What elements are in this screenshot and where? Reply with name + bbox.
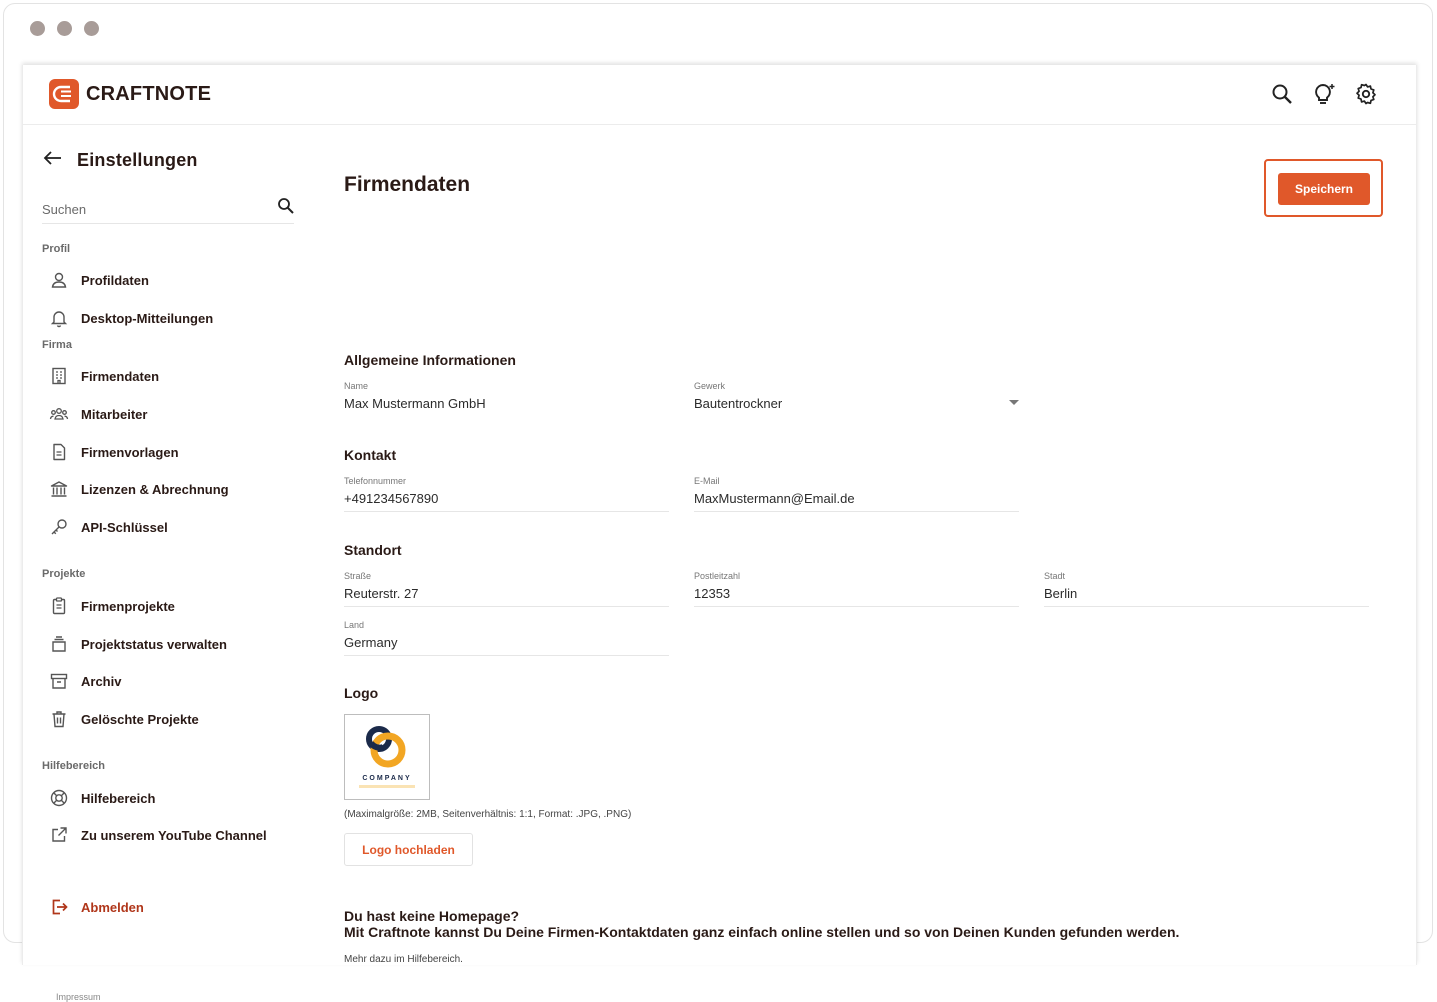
section-label-profil: Profil [42, 243, 71, 255]
search-icon[interactable] [276, 196, 296, 216]
lifebuoy-icon [49, 788, 69, 808]
sidebar-item-label: Profildaten [81, 272, 149, 288]
field-label: Land [344, 620, 365, 630]
upload-logo-button[interactable]: Logo hochladen [344, 833, 473, 866]
sidebar-item-firmenprojekte[interactable] [49, 593, 175, 619]
sidebar-item-geloeschte-projekte[interactable] [49, 706, 199, 732]
search-input[interactable] [42, 200, 262, 217]
sidebar-item-label: Firmenvorlagen [81, 444, 179, 460]
clipboard-icon [49, 596, 69, 616]
top-icons [1270, 82, 1378, 106]
team-icon [49, 404, 69, 424]
caret-down-icon[interactable] [1009, 400, 1019, 405]
trash-icon [49, 709, 69, 729]
field-label: Name [344, 381, 369, 391]
logo-hint: (Maximalgröße: 2MB, Seitenverhältnis: 1:1, Format: .JPG, .PNG) [344, 809, 632, 820]
sidebar-item-api-schluessel[interactable] [49, 514, 168, 540]
imprint-link[interactable]: Impressum [56, 992, 101, 1002]
section-title-contact: Kontakt [344, 447, 397, 463]
sidebar-item-lizenzen[interactable] [49, 476, 229, 502]
city-field[interactable] [1044, 571, 1369, 607]
sidebar-item-mitarbeiter[interactable] [49, 401, 147, 427]
window-controls [30, 21, 99, 36]
field-value: Germany [344, 635, 398, 650]
search-icon[interactable] [1270, 82, 1294, 106]
sidebar-item-label: Archiv [81, 673, 122, 689]
field-value: Reuterstr. 27 [344, 586, 419, 601]
logout-button[interactable] [49, 894, 144, 920]
field-value: MaxMustermann@Email.de [694, 491, 855, 506]
zip-field[interactable] [694, 571, 1019, 607]
settings-sidebar [23, 126, 313, 1002]
page-title: Firmendaten [344, 173, 471, 196]
field-value: +491234567890 [344, 491, 439, 506]
sidebar-item-label: Mitarbeiter [81, 406, 148, 422]
section-label-projekte: Projekte [42, 568, 86, 580]
field-value: Bautentrockner [694, 396, 783, 411]
bank-icon [49, 479, 69, 499]
field-value: Berlin [1044, 586, 1078, 601]
arrow-left-icon[interactable] [43, 151, 63, 170]
sidebar-item-label: Lizenzen & Abrechnung [81, 481, 229, 497]
key-icon [49, 517, 69, 537]
logout-icon [49, 897, 69, 917]
sidebar-item-youtube-channel[interactable] [49, 822, 267, 848]
brand[interactable] [49, 79, 211, 109]
homepage-promo [344, 908, 1179, 940]
sidebar-item-label: Gelöschte Projekte [81, 711, 199, 727]
top-bar [23, 65, 1416, 125]
section-title-location: Standort [344, 542, 402, 558]
sidebar-item-label: Hilfebereich [81, 790, 156, 806]
country-field[interactable] [344, 620, 669, 656]
sidebar-item-label: Firmenprojekte [81, 598, 175, 614]
promo-line-1: Du hast keine Homepage? [344, 908, 520, 924]
sidebar-title: Einstellungen [77, 150, 198, 170]
field-label: Telefonnummer [344, 476, 407, 486]
field-label: Straße [344, 571, 372, 581]
section-title-general: Allgemeine Informationen [344, 352, 516, 368]
field-value: Max Mustermann GmbH [344, 396, 486, 411]
sidebar-item-profildaten[interactable] [49, 267, 149, 293]
promo-line-2: Mit Craftnote kannst Du Deine Firmen-Kontaktdaten ganz einfach online stellen und so von Deinen Kunden gefunden werden. [344, 924, 1180, 940]
sidebar-item-projektstatus[interactable] [49, 631, 227, 657]
app-container [22, 65, 1417, 1002]
bell-icon [49, 308, 69, 328]
sidebar-item-hilfebereich[interactable] [49, 785, 155, 811]
sidebar-item-label: Zu unserem YouTube Channel [81, 827, 267, 843]
street-field[interactable] [344, 571, 669, 607]
archive-icon [49, 671, 69, 691]
save-button-highlight [1264, 159, 1383, 217]
window-dot-minimize[interactable] [57, 21, 72, 36]
sidebar-item-label: Desktop-Mitteilungen [81, 310, 214, 326]
stack-icon [49, 634, 69, 654]
sidebar-search [42, 200, 294, 224]
external-link-icon [49, 825, 69, 845]
field-label: Stadt [1044, 571, 1066, 581]
company-logo-preview[interactable] [344, 714, 430, 800]
gear-icon[interactable] [1354, 82, 1378, 106]
field-label: Gewerk [694, 381, 726, 391]
user-icon [49, 270, 69, 290]
sidebar-item-firmendaten[interactable] [49, 363, 159, 389]
sidebar-item-label: Firmendaten [81, 368, 160, 384]
lightbulb-icon[interactable] [1312, 82, 1336, 106]
help-link[interactable]: Mehr dazu im Hilfebereich. [344, 954, 463, 965]
brand-name: CRAFTNOTE [86, 82, 212, 105]
browser-window [3, 3, 1433, 1002]
company-logo-text: COMPANY [362, 775, 412, 782]
sidebar-item-label: API-Schlüssel [81, 519, 168, 535]
phone-field[interactable] [344, 476, 669, 512]
trade-select[interactable] [694, 381, 1019, 417]
window-dot-close[interactable] [30, 21, 45, 36]
email-field[interactable] [694, 476, 1019, 512]
logout-label: Abmelden [81, 899, 144, 915]
building-icon [49, 366, 69, 386]
main-content [344, 126, 1404, 965]
name-field[interactable] [344, 381, 669, 417]
field-label: E-Mail [694, 476, 720, 486]
section-label-firma: Firma [42, 339, 72, 351]
section-label-hilfebereich: Hilfebereich [42, 760, 105, 772]
window-dot-maximize[interactable] [84, 21, 99, 36]
sidebar-item-firmenvorlagen[interactable] [49, 439, 179, 465]
sidebar-item-desktop-mitteilungen[interactable] [49, 305, 213, 331]
sidebar-item-archiv[interactable] [49, 668, 121, 694]
craftnote-logo-icon [49, 79, 79, 109]
sidebar-item-label: Projektstatus verwalten [81, 636, 227, 652]
company-logo-icon [345, 715, 429, 799]
document-icon [49, 442, 69, 462]
field-label: Postleitzahl [694, 571, 741, 581]
back-row [43, 150, 198, 171]
field-value: 12353 [694, 586, 731, 601]
save-button[interactable]: Speichern [1278, 173, 1370, 205]
section-title-logo: Logo [344, 685, 379, 701]
